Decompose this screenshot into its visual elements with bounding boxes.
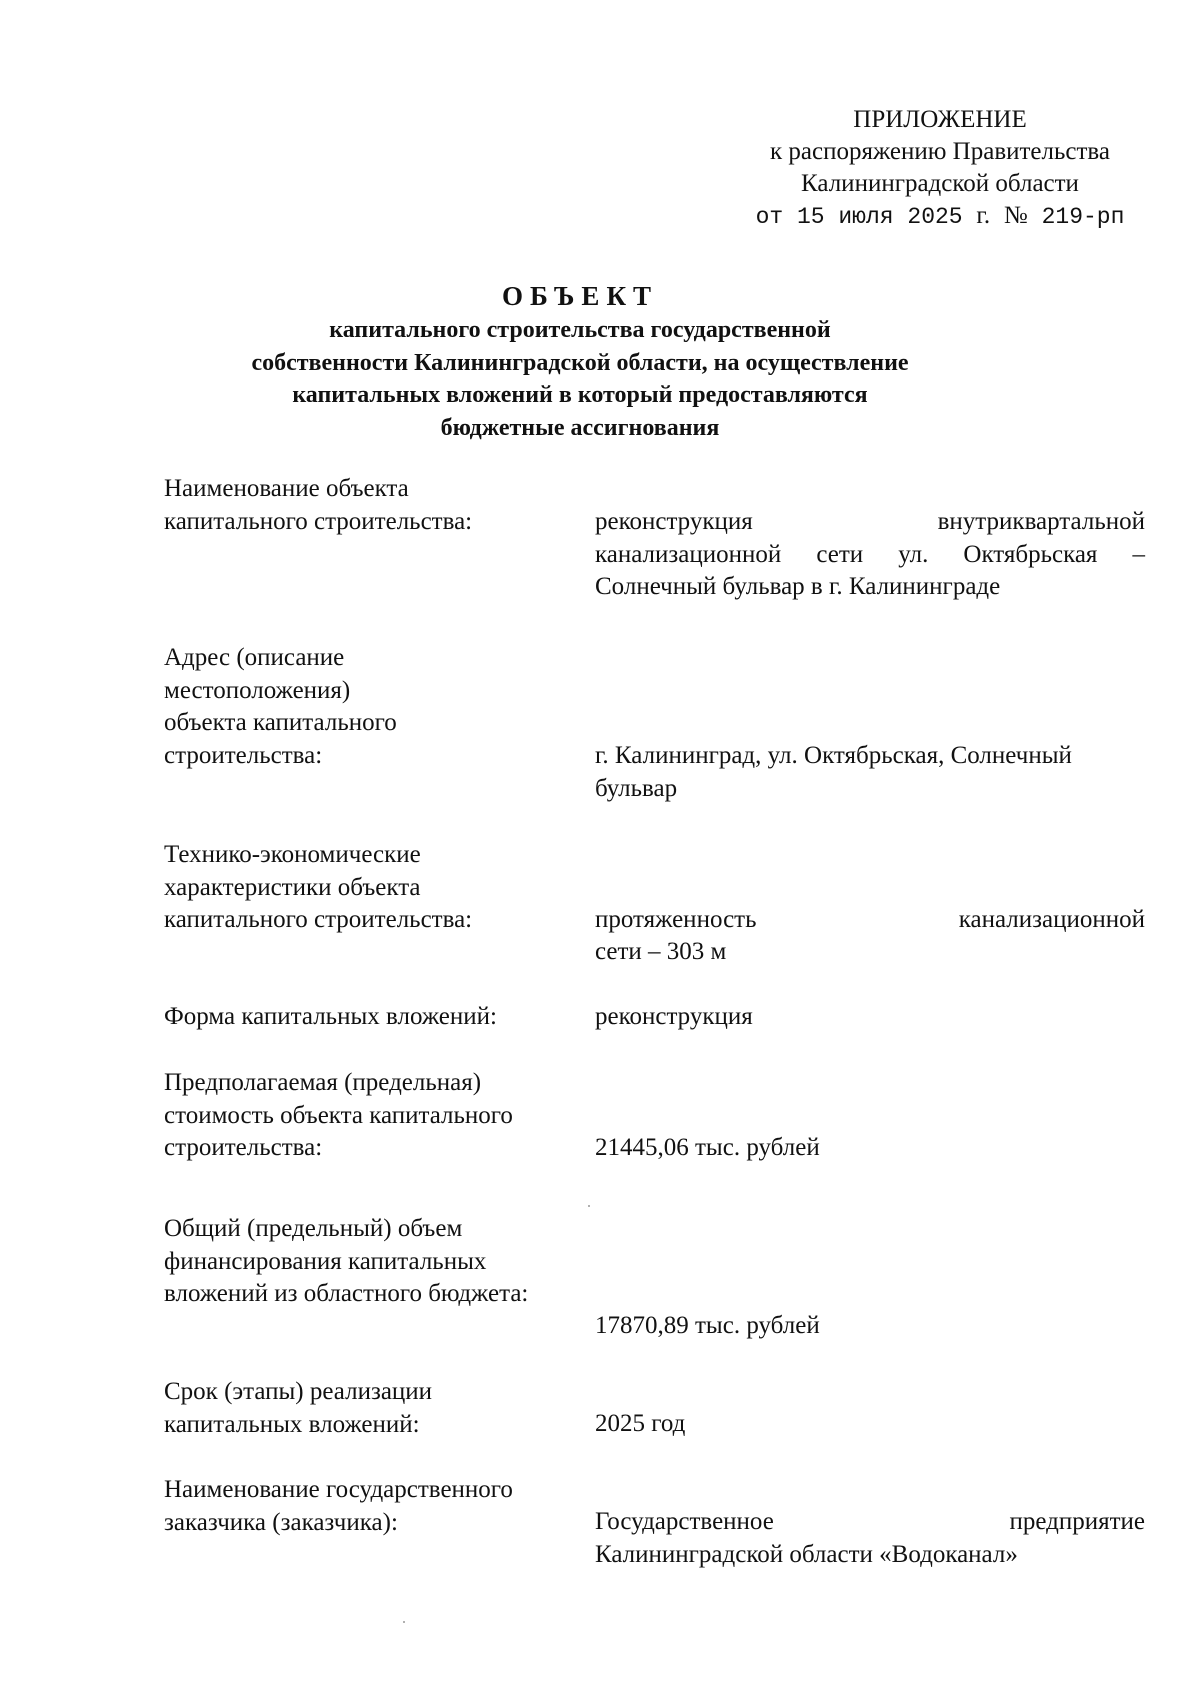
cost-value: 21445,06 тыс. рублей bbox=[595, 1134, 820, 1161]
heading-line-2: собственности Калининградской области, на осуществление bbox=[251, 349, 909, 376]
appendix-title: ПРИЛОЖЕНИЕ bbox=[853, 106, 1027, 133]
specs-label: Технико-экономические характеристики объекта капитального строительства: bbox=[164, 841, 473, 933]
form-value: реконструкция bbox=[595, 1003, 753, 1030]
appendix-number-sign: № bbox=[1003, 202, 1028, 229]
heading-line-3: капитальных вложений в который предоставляются bbox=[292, 382, 868, 408]
appendix-date-line bbox=[740, 200, 1140, 233]
appendix-block bbox=[740, 104, 1140, 233]
specs-value-line-1: протяженность канализационной bbox=[595, 906, 1145, 933]
heading-main: ОБЪЕКТ bbox=[501, 281, 659, 311]
address-label: Адрес (описание местоположения) объекта капитального строительства: bbox=[164, 644, 397, 769]
cost-label: Предполагаемая (предельная) стоимость объекта капитального строительства: bbox=[164, 1069, 513, 1161]
form-label: Форма капитальных вложений: bbox=[164, 1003, 497, 1030]
scan-speck bbox=[588, 1205, 590, 1207]
appendix-date-g: г. bbox=[976, 202, 991, 229]
customer-label: Наименование государственного заказчика (заказчика): bbox=[164, 1476, 513, 1536]
name-value-line-2: Солнечный бульвар в г. Калининграде bbox=[595, 573, 1001, 600]
address-value: г. Калининград, ул. Октябрьская, Солнечный бульвар bbox=[595, 742, 1072, 802]
financing-value: 17870,89 тыс. рублей bbox=[595, 1312, 820, 1339]
heading-line-1: капитального строительства государственной bbox=[329, 317, 831, 343]
document-heading bbox=[160, 278, 1000, 444]
financing-label: Общий (предельный) объем финансирования капитальных вложений из областного бюджета: bbox=[164, 1215, 529, 1307]
appendix-number: 219-рп bbox=[1041, 204, 1125, 230]
term-label: Срок (этапы) реализации капитальных вложений: bbox=[164, 1378, 433, 1438]
appendix-line-1: к распоряжению Правительства bbox=[769, 138, 1110, 165]
name-value-line-1: реконструкция внутриквартальной канализационной сети ул. Октябрьская – bbox=[595, 508, 1145, 568]
heading-line-4: бюджетные ассигнования bbox=[440, 414, 720, 441]
term-value: 2025 год bbox=[595, 1410, 686, 1437]
scan-speck bbox=[403, 1621, 405, 1623]
customer-value-line-2: Калининградской области «Водоканал» bbox=[595, 1541, 1018, 1568]
customer-value-line-1: Государственное предприятие bbox=[595, 1508, 1145, 1535]
appendix-line-2: Калининградской области bbox=[801, 170, 1079, 197]
specs-value-line-2: сети – 303 м bbox=[595, 938, 727, 965]
appendix-date: от 15 июля 2025 bbox=[755, 204, 963, 230]
name-label: Наименование объекта капитального строительства: bbox=[164, 475, 473, 535]
